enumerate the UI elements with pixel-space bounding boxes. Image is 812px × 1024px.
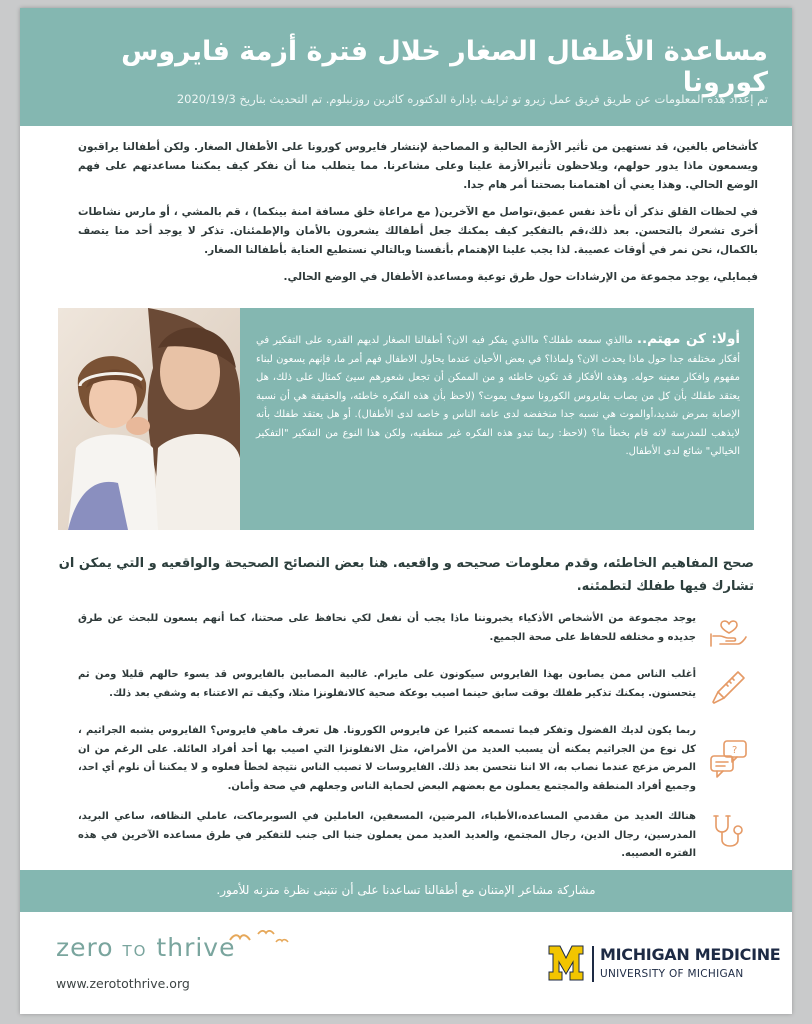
tip-text-4: هنالك العديد من مقدمي المساعده،الأطباء، المرضين، المسعفين، العاملين في السوبرماكت، عاملي النظافه، ساعي البريد، المدرسين، رجال الدين، رجال المجتمع، والعديد العديد ممن يعملون جنبا الى جنب للتفكير في طرق مساعده الآخرين في هذه الفتره العصيبه. [78, 811, 696, 859]
footer-band [20, 870, 792, 912]
michigan-medicine-name: MICHIGAN MEDICINE [600, 945, 781, 964]
intro-section [78, 138, 758, 295]
logo-text-to: TO [122, 942, 148, 960]
logo-text-thrive: thrive [156, 933, 236, 962]
intro-paragraph-3: فيمايلي، يوجد مجموعة من الإرشادات حول طرق توعية ومساعدة الأطفال في الوضع الحالي. [283, 271, 758, 283]
thermometer-icon [708, 666, 750, 708]
university-name: UNIVERSITY OF MICHIGAN [600, 968, 744, 980]
intro-paragraph-2: في لحظات القلق تذكر أن تأخذ نفس عميق،تواصل مع الآخرين( مع مراعاة خلق مسافة امنة بينكما) ، قم بالمشي ، أو مارس نشاطات أخرى تشعرك بالتحسن. بعد ذلك،قم بالتفكير كيف يمكنك جعل أطفالك يشعرون بالأمان والإطمئنان. تذكر لا يوجد أحد منا يتصف بالكمال، نحن نمر في أوقات عصيبة. لذا يجب علينا الإهتمام بأنفسنا وبالتالي نستطيع العناية بأطفالنا الصغار. [78, 206, 758, 256]
tip-text-2: أغلب الناس ممن يصابون بهذا الفايروس سيكونون على مايرام. غالبية المصابين بالفايروس قد يسوء حالهم قليلا ومن ثم يتحسنون. يمكنك تذكير طفلك بوقت سابق حينما اصيب بوعكة صحية كالانفلونزا مثلا، وكيف تم الاعتناء به وشفي بعد ذلك. [78, 669, 696, 699]
featured-body: ماالذي سمعه طفلك؟ ماالذي يفكر فيه الان؟ أطفالنا الصغار لديهم القدره على التفكير في أفكار مختلفه جدا حول ماذا يحدث الان؟ ولماذا؟ في بعض الأحيان عندما يحاول الاطفال فهم أمر ما، فإنهم يسعون لبناء مفهوم وافكار معينه حوله. وهذه الأفكار قد تكون خاطئه و من الممكن أن تجعل شعورهم سيئ كمثال على ذلك، هل يعتقد طفلك بأن كل من يصاب بفايروس الكورونا سوف يموت؟ (لاحظ بأن هذه الفكره خاطئه، والحقيقة هي أن نسبة الإصابة بمرض شديد،أوالموت هي نسبه جدا منخفضه لدى عامة الناس و خاصه لدى الأطفال). أو هل يعتقد طفلك بأنه لايذهب للمدرسة لانه قام بخطأ ما؟ (لاحظ: ربما تبدو هذه الفكره غير منطقيه، ولكن هذا النوع من التفكير "التفكير الخيالي" شائع لدى الأطفال. [256, 335, 740, 457]
stethoscope-icon [708, 812, 750, 854]
block-m-icon [548, 944, 584, 982]
michigan-medicine-logo [548, 944, 781, 990]
gratitude-message: مشاركة مشاعر الإمتنان مع أطفالنا تساعدنا على أن نتبنى نظرة متزنه للأمور. [216, 883, 596, 897]
heart-hand-icon [708, 606, 750, 648]
logo-divider [592, 946, 594, 982]
speech-bubbles-icon [708, 738, 750, 780]
page-subtitle: تم إعداد هذه المعلومات عن طريق فريق عمل زيرو تو ثرايف بإدارة الدكتوره كاثرين روزنبلوم. تم التحديث بتاريخ 2020/19/3 [176, 92, 768, 106]
concepts-heading: صحح المفاهيم الخاطئه، وقدم معلومات صحيحه و واقعيه. هنا بعض النصائح الصحيحة والواقعيه و التي يمكن ان تشارك فيها طفلك لتطمئنه. [58, 556, 754, 594]
website-link[interactable]: www.zerotothrive.org [56, 976, 190, 991]
featured-box [58, 308, 754, 530]
tip-text-3: ربما يكون لديك الفضول وتفكر فيما تسمعه كثيرا عن فايروس الكورونا. هل تعرف ماهي فايروس؟ الفايروس يشبه الجراثيم ، كل نوع من الجراثيم يمكنه أن يسبب العديد من الأمراض، مثل الانفلونزا التي اصيب بها أحد أفراد العائلة. على الرغم من ان المرض مزعج عندما نصاب به، الا اننا نتحسن بعد ذلك. الفايروسات لا تصيب الناس نتيجة لخطأ فعلوه و لا يمكننا أن نلوم أي احد، وجميع أفراد المنطقة والمجتمع يعملون مع بعضهم البعض لحماية الناس وجعلهم في صحة وأمان. [78, 725, 696, 792]
intro-paragraph-1: كأشخاص بالغين، قد نستهين من تأثير الأزمة الحالية و المصاحبة لإنتشار فايروس كورونا على الأطفال الصغار. ولكن أطفالنا يراقبون ويسمعون ماذا يدور حولهم، ويلاحظون تأثيرالأزمة علينا وعلى مشاعرنا. مما يتطلب منا أن نفكر كيف يمكننا مساعدتهم على فهم الوضع الحالي. وهذا يعني أن اهتمامنا بصحتنا أمر هام جدا. [78, 141, 758, 191]
mother-child-photo [58, 308, 240, 530]
birds-icon [220, 926, 290, 948]
header-band [20, 8, 792, 126]
logo-text-zero: zer [56, 933, 98, 962]
svg-text:?: ? [732, 745, 738, 756]
tip-text-1: يوجد مجموعة من الأشخاص الأذكياء يخبروننا ماذا يجب أن نفعل لكي نحافظ على صحتنا، كما أنهم يسعون للبحث عن طرق جديده و مختلفه للحفاظ على صحة الجميع. [78, 613, 696, 643]
flyer-page [20, 8, 792, 1014]
logo-o-mark: o [97, 933, 114, 962]
featured-text [256, 330, 740, 462]
featured-heading: أولا: كن مهتم.. [636, 331, 740, 347]
zero-to-thrive-logo [56, 933, 235, 962]
page-title: مساعدة الأطفال الصغار خلال فترة أزمة فايروس كورونا [121, 36, 768, 98]
